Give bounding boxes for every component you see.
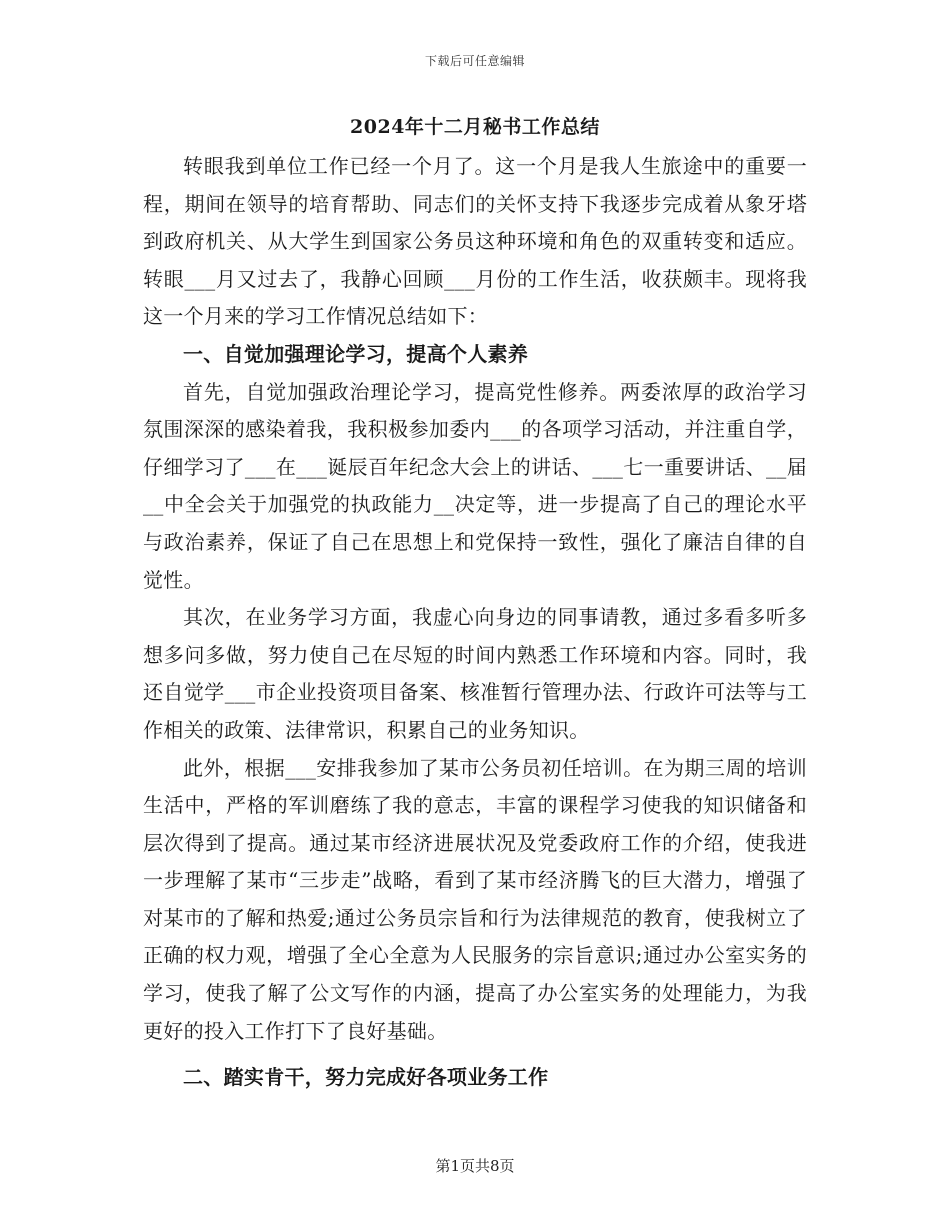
page-header-note: 下载后可任意编辑 (424, 54, 525, 68)
section1-paragraph-2: 其次，在业务学习方面，我虚心向身边的同事请教，通过多看多听多想多问多做，努力使自己在尽短的时间内熟悉工作环境和内容。同时，我还自觉学___市企业投资项目备案、核准暂行管理办法、行政许可法等与工作相关的政策、法律常识，积累自己的业务知识。 (143, 605, 807, 742)
section1-paragraph-3: 此外，根据___安排我参加了某市公务员初任培训。在为期三周的培训生活中，严格的军训磨练了我的意志，丰富的课程学习使我的知识储备和层次得到了提高。通过某市经济进展状况及党委政府工作的介绍，使我进一步理解了某市“三步走”战略，看到了某市经济腾飞的巨大潜力，增强了对某市的了解和热爱;通过公务员宗旨和行为法律规范的教育，使我树立了正确的权力观，增强了全心全意为人民服务的宗旨意识;通过办公室实务的学习，使我了解了公文写作的内涵，提高了办公室实务的处理能力，为我更好的投入工作打下了良好基础。 (143, 755, 807, 1043)
document-title: 2024年十二月秘书工作总结 (350, 116, 600, 138)
page-footer-number: 第1页共8页 (435, 1157, 515, 1175)
section1-paragraph-1: 首先，自觉加强政治理论学习，提高党性修养。两委浓厚的政治学习氛围深深的感染着我，我积极参加委内___的各项学习活动，并注重自学，仔细学习了___在___诞辰百年纪念大会上的讲话、___七一重要讲话、__届__中全会关于加强党的执政能力__决定等，进一步提高了自己的理论水平与政治素养，保证了自己在思想上和党保持一致性，强化了廉洁自律的自觉性。 (143, 379, 807, 592)
document-body (143, 112, 807, 1097)
section-heading-1: 一、自觉加强理论学习，提高个人素养 (183, 341, 529, 366)
intro-paragraph: 转眼我到单位工作已经一个月了。这一个月是我人生旅途中的重要一程，期间在领导的培育帮助、同志们的关怀支持下我逐步完成着从象牙塔到政府机关、从大学生到国家公务员这种环境和角色的双重转变和适应。转眼___月又过去了，我静心回顾___月份的工作生活，收获颇丰。现将我这一个月来的学习工作情况总结如下： (143, 154, 807, 329)
section-heading-2: 二、踏实肯干，努力完成好各项业务工作 (183, 1065, 549, 1090)
